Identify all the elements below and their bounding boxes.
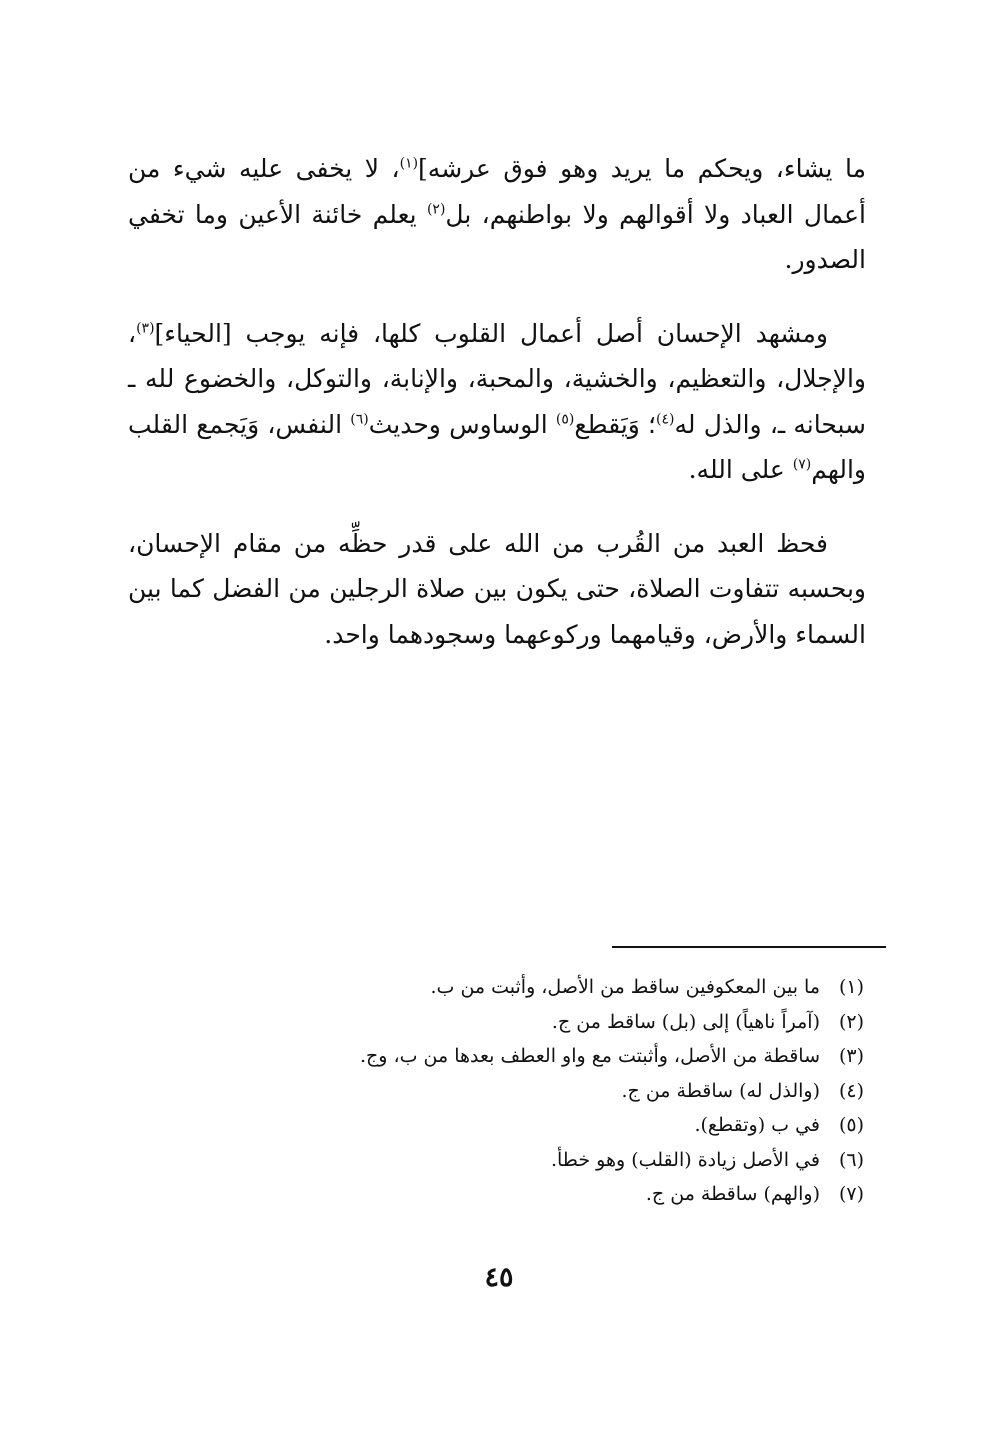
footnote-number: (٢)	[838, 1010, 864, 1033]
footnote-separator	[612, 946, 886, 948]
footnote-text: (والهم) ساقطة من ج.	[645, 1183, 820, 1205]
footnote-item	[130, 970, 864, 1005]
footnote-reference: (٢)	[426, 201, 446, 218]
paragraph-3	[128, 521, 866, 658]
footnote-reference: (٧)	[792, 456, 812, 473]
footnote-item	[130, 1074, 864, 1109]
footnote-reference: (٣)	[136, 320, 155, 337]
footnote-number: (٦)	[838, 1148, 864, 1171]
footnote-item	[130, 1039, 864, 1074]
footnote-reference: (٦)	[350, 411, 369, 428]
footnote-number: (٥)	[838, 1114, 864, 1136]
main-text	[128, 146, 866, 657]
text-run: النفس، وَيَجمع القلب والهم	[128, 409, 866, 484]
footnote-text: ساقطة من الأصل، وأثبتت مع واو العطف بعدها من ب، وج.	[359, 1045, 820, 1067]
text-run: ومشهد الإحسان أصل أعمال القلوب كلها، فإنه يوجب [الحياء]	[154, 318, 828, 348]
footnote-reference: (٥)	[555, 411, 575, 428]
footnote-text: في ب (وتقطع).	[694, 1114, 820, 1136]
footnote-item	[130, 1177, 864, 1212]
text-run: ما يشاء، ويحكم ما يريد وهو فوق عرشه]	[418, 154, 866, 183]
footnote-text: (والذل له) ساقطة من ج.	[621, 1079, 820, 1102]
footnote-number: (١)	[838, 976, 864, 998]
footnote-item	[130, 1005, 864, 1040]
footnote-reference: (٤)	[656, 411, 675, 428]
footnote-number: (٤)	[838, 1079, 864, 1102]
text-run: ، لا يخفى عليه شيء من أعمال العباد ولا أقوالهم ولا بواطنهم، بل	[128, 154, 866, 229]
footnote-item	[130, 1143, 864, 1178]
text-run: ؛ وَيَقطع	[574, 409, 657, 439]
text-run: فحظ العبد من القُرب من الله على قدر حظِّه من مقام الإحسان، وبحسبه تتفاوت الصلاة، حتى يكون بين صلاة الرجلين من الفضل كما بين السماء والأرض، وقيامهما وركوعهما وسجودهما واحد.	[128, 528, 867, 649]
text-run: ، والإجلال، والتعظيم، والخشية، والمحبة، والإنابة، والتوكل، والخضوع لله ـ سبحانه ـ، والذل له	[128, 318, 867, 439]
footnote-text: ما بين المعكوفين ساقط من الأصل، وأثبت من ب.	[430, 976, 820, 998]
footnote-reference: (١)	[399, 155, 419, 172]
page-number: ٤٥	[484, 1262, 514, 1293]
footnote-text: في الأصل زيادة (القلب) وهو خطأ.	[550, 1148, 820, 1171]
text-run: الوساوس وحديث	[368, 409, 556, 439]
footnote-item	[130, 1108, 864, 1143]
footnote-number: (٣)	[838, 1045, 864, 1067]
paragraph-1	[128, 146, 866, 283]
footnote-number: (٧)	[838, 1183, 864, 1205]
footnotes-list	[130, 970, 864, 1212]
text-run: يعلم خائنة الأعين وما تخفي الصدور.	[128, 199, 866, 274]
text-run: على الله.	[688, 455, 793, 484]
paragraph-2	[128, 311, 866, 493]
footnote-text: (آمراً ناهياً) إلى (بل) ساقط من ج.	[551, 1010, 820, 1033]
